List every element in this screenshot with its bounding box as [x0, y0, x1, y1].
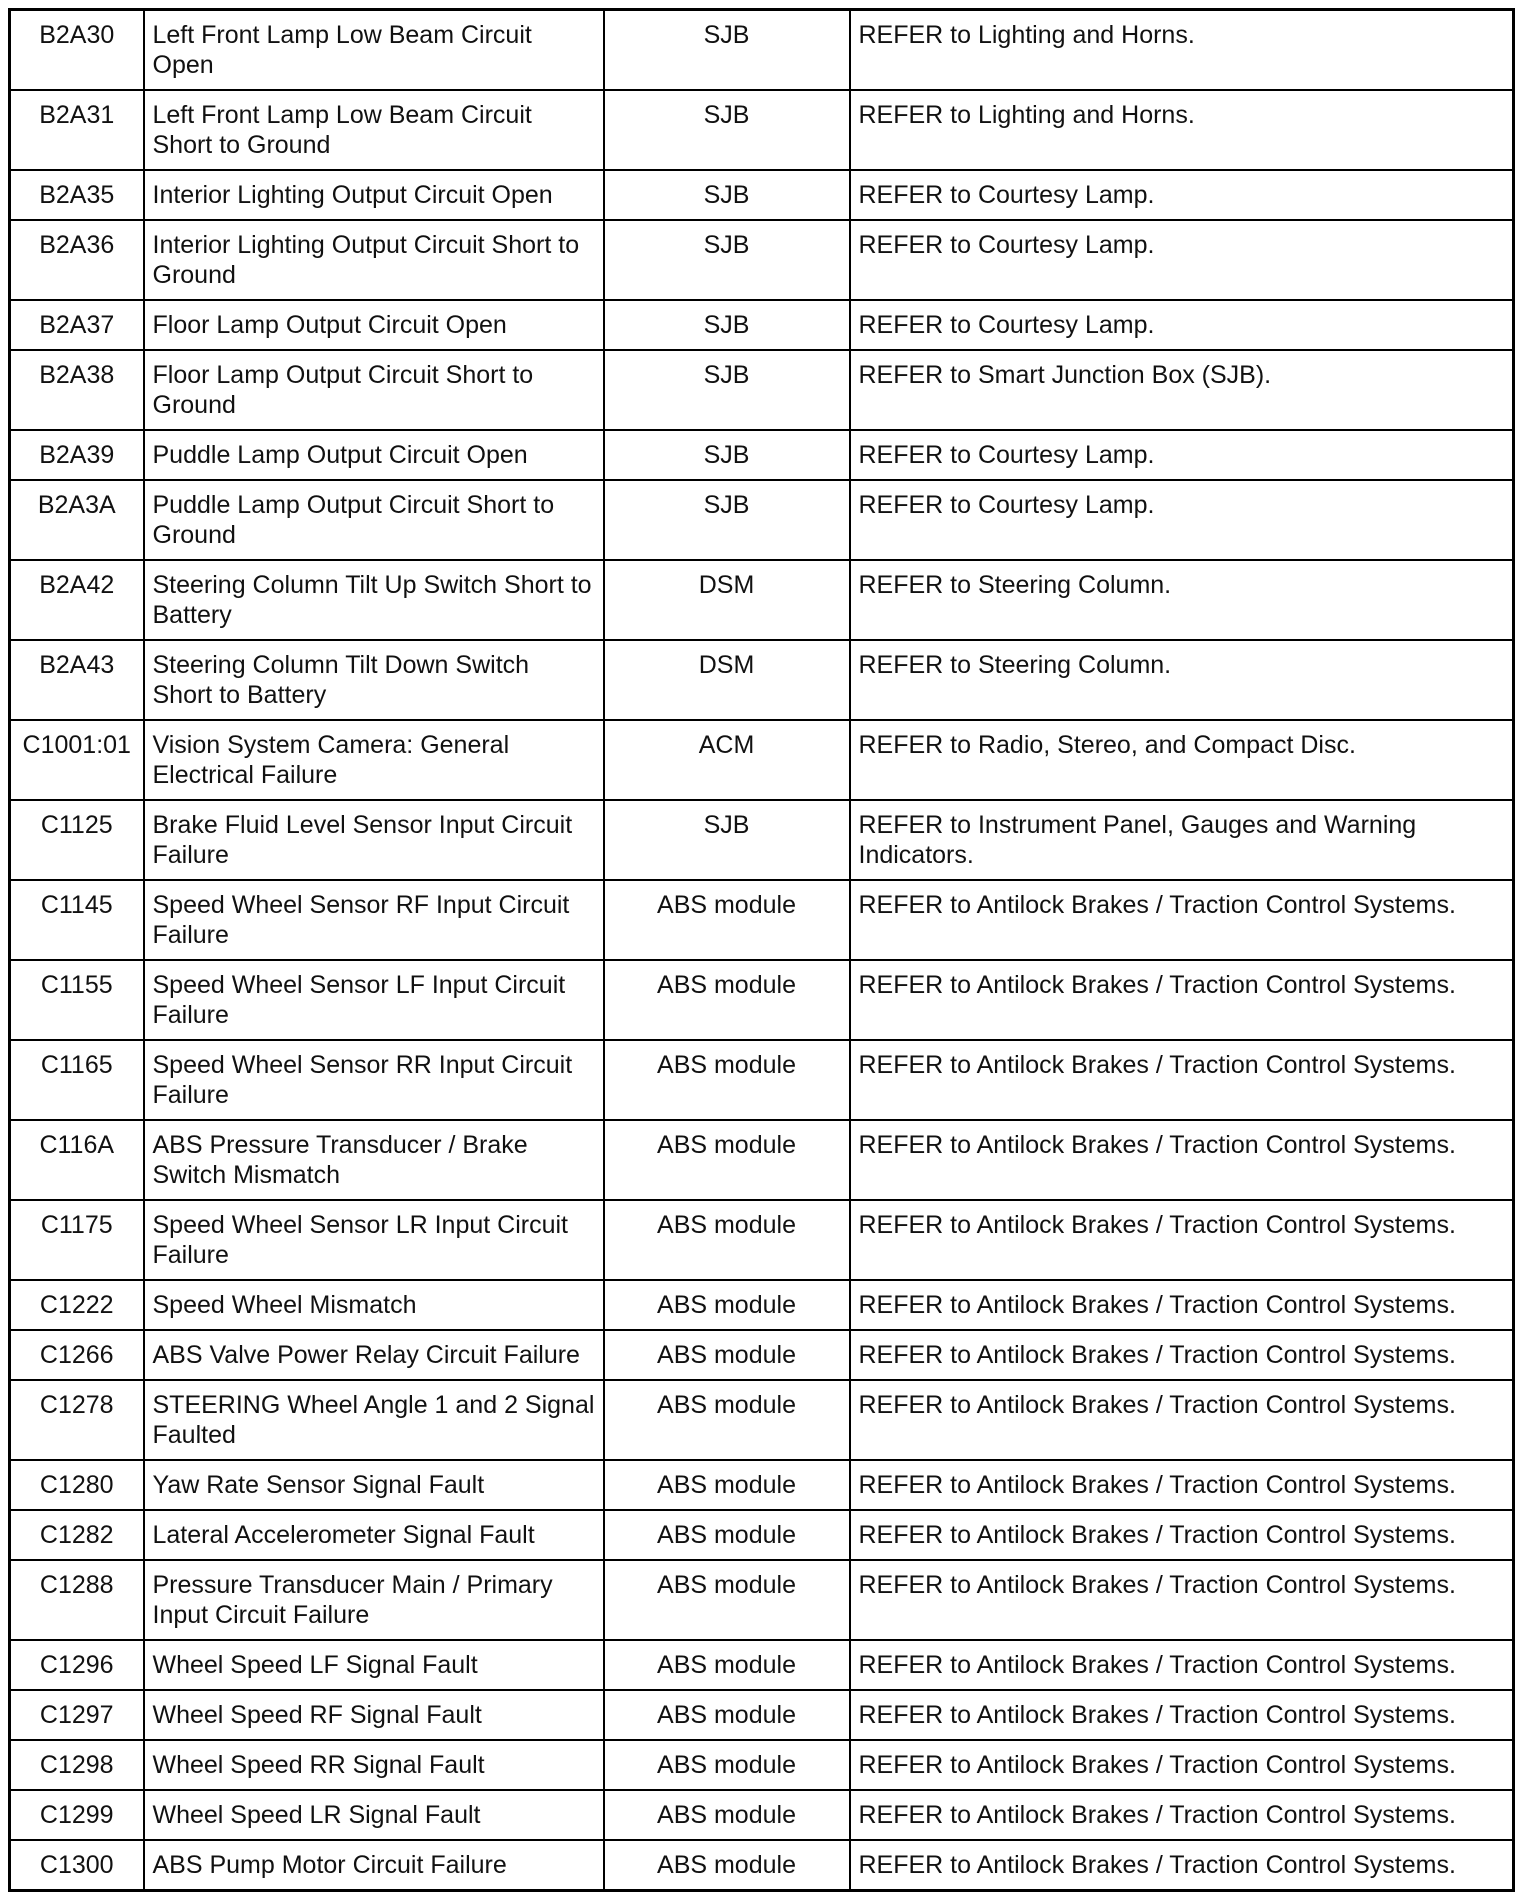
dtc-action-cell: REFER to Antilock Brakes / Traction Control Systems.: [850, 1280, 1514, 1330]
table-row: [10, 880, 1514, 960]
dtc-module-cell: SJB: [604, 90, 850, 170]
dtc-code-cell: C1125: [10, 800, 144, 880]
dtc-module-cell: ACM: [604, 720, 850, 800]
dtc-module-cell: ABS module: [604, 1120, 850, 1200]
dtc-code-cell: B2A42: [10, 560, 144, 640]
dtc-action-cell: REFER to Antilock Brakes / Traction Control Systems.: [850, 1740, 1514, 1790]
dtc-description-cell: Speed Wheel Sensor RF Input Circuit Failure: [144, 880, 604, 960]
dtc-code-cell: C1297: [10, 1690, 144, 1740]
table-row: [10, 1380, 1514, 1460]
table-row: [10, 1840, 1514, 1891]
dtc-description-cell: ABS Pump Motor Circuit Failure: [144, 1840, 604, 1891]
table-row: [10, 350, 1514, 430]
dtc-module-cell: ABS module: [604, 1560, 850, 1640]
table-row: [10, 640, 1514, 720]
dtc-action-cell: REFER to Courtesy Lamp.: [850, 220, 1514, 300]
dtc-code-cell: B2A43: [10, 640, 144, 720]
dtc-code-cell: C1298: [10, 1740, 144, 1790]
dtc-action-cell: REFER to Antilock Brakes / Traction Control Systems.: [850, 1040, 1514, 1120]
dtc-table: [8, 8, 1515, 1892]
dtc-module-cell: DSM: [604, 640, 850, 720]
dtc-code-cell: C1165: [10, 1040, 144, 1120]
dtc-action-cell: REFER to Smart Junction Box (SJB).: [850, 350, 1514, 430]
dtc-module-cell: ABS module: [604, 1640, 850, 1690]
dtc-action-cell: REFER to Steering Column.: [850, 640, 1514, 720]
dtc-description-cell: Lateral Accelerometer Signal Fault: [144, 1510, 604, 1560]
dtc-code-cell: C1155: [10, 960, 144, 1040]
dtc-action-cell: REFER to Antilock Brakes / Traction Control Systems.: [850, 960, 1514, 1040]
dtc-code-cell: C1280: [10, 1460, 144, 1510]
dtc-code-cell: C1266: [10, 1330, 144, 1380]
dtc-module-cell: DSM: [604, 560, 850, 640]
dtc-module-cell: ABS module: [604, 1690, 850, 1740]
dtc-action-cell: REFER to Antilock Brakes / Traction Control Systems.: [850, 1380, 1514, 1460]
dtc-code-cell: C1282: [10, 1510, 144, 1560]
dtc-description-cell: Interior Lighting Output Circuit Open: [144, 170, 604, 220]
dtc-module-cell: SJB: [604, 220, 850, 300]
dtc-description-cell: Pressure Transducer Main / Primary Input Circuit Failure: [144, 1560, 604, 1640]
dtc-code-cell: C1299: [10, 1790, 144, 1840]
table-row: [10, 560, 1514, 640]
table-row: [10, 1560, 1514, 1640]
dtc-action-cell: REFER to Courtesy Lamp.: [850, 170, 1514, 220]
dtc-code-cell: B2A36: [10, 220, 144, 300]
table-row: [10, 480, 1514, 560]
dtc-description-cell: Wheel Speed LF Signal Fault: [144, 1640, 604, 1690]
dtc-action-cell: REFER to Lighting and Horns.: [850, 10, 1514, 91]
dtc-module-cell: ABS module: [604, 1510, 850, 1560]
dtc-module-cell: ABS module: [604, 1200, 850, 1280]
dtc-description-cell: Speed Wheel Mismatch: [144, 1280, 604, 1330]
table-row: [10, 1200, 1514, 1280]
dtc-action-cell: REFER to Courtesy Lamp.: [850, 300, 1514, 350]
dtc-module-cell: ABS module: [604, 960, 850, 1040]
dtc-module-cell: SJB: [604, 480, 850, 560]
table-row: [10, 1040, 1514, 1120]
table-row: [10, 1640, 1514, 1690]
dtc-code-cell: B2A37: [10, 300, 144, 350]
table-row: [10, 960, 1514, 1040]
dtc-table-body: [10, 10, 1514, 1891]
dtc-module-cell: SJB: [604, 430, 850, 480]
dtc-description-cell: Speed Wheel Sensor RR Input Circuit Failure: [144, 1040, 604, 1120]
dtc-description-cell: Floor Lamp Output Circuit Open: [144, 300, 604, 350]
dtc-code-cell: C1145: [10, 880, 144, 960]
dtc-code-cell: B2A3A: [10, 480, 144, 560]
dtc-action-cell: REFER to Lighting and Horns.: [850, 90, 1514, 170]
dtc-description-cell: Speed Wheel Sensor LF Input Circuit Failure: [144, 960, 604, 1040]
dtc-description-cell: Wheel Speed RF Signal Fault: [144, 1690, 604, 1740]
dtc-action-cell: REFER to Antilock Brakes / Traction Control Systems.: [850, 1200, 1514, 1280]
dtc-action-cell: REFER to Antilock Brakes / Traction Control Systems.: [850, 1690, 1514, 1740]
dtc-module-cell: ABS module: [604, 1840, 850, 1891]
dtc-code-cell: B2A30: [10, 10, 144, 91]
dtc-action-cell: REFER to Antilock Brakes / Traction Control Systems.: [850, 1330, 1514, 1380]
dtc-description-cell: Yaw Rate Sensor Signal Fault: [144, 1460, 604, 1510]
table-row: [10, 1690, 1514, 1740]
dtc-description-cell: Interior Lighting Output Circuit Short to Ground: [144, 220, 604, 300]
dtc-action-cell: REFER to Antilock Brakes / Traction Control Systems.: [850, 1640, 1514, 1690]
dtc-code-cell: B2A38: [10, 350, 144, 430]
dtc-module-cell: ABS module: [604, 1280, 850, 1330]
dtc-action-cell: REFER to Courtesy Lamp.: [850, 430, 1514, 480]
dtc-module-cell: ABS module: [604, 880, 850, 960]
table-row: [10, 90, 1514, 170]
table-row: [10, 220, 1514, 300]
table-row: [10, 1460, 1514, 1510]
dtc-action-cell: REFER to Instrument Panel, Gauges and Warning Indicators.: [850, 800, 1514, 880]
table-row: [10, 1120, 1514, 1200]
dtc-description-cell: Left Front Lamp Low Beam Circuit Open: [144, 10, 604, 91]
dtc-code-cell: C1296: [10, 1640, 144, 1690]
dtc-description-cell: Steering Column Tilt Up Switch Short to Battery: [144, 560, 604, 640]
dtc-module-cell: SJB: [604, 350, 850, 430]
dtc-module-cell: ABS module: [604, 1790, 850, 1840]
dtc-module-cell: ABS module: [604, 1380, 850, 1460]
dtc-code-cell: C1001:01: [10, 720, 144, 800]
dtc-action-cell: REFER to Antilock Brakes / Traction Control Systems.: [850, 1790, 1514, 1840]
dtc-action-cell: REFER to Antilock Brakes / Traction Control Systems.: [850, 1460, 1514, 1510]
table-row: [10, 1280, 1514, 1330]
table-row: [10, 800, 1514, 880]
dtc-action-cell: REFER to Courtesy Lamp.: [850, 480, 1514, 560]
dtc-code-cell: C1300: [10, 1840, 144, 1891]
dtc-description-cell: Brake Fluid Level Sensor Input Circuit Failure: [144, 800, 604, 880]
table-row: [10, 1510, 1514, 1560]
dtc-description-cell: Floor Lamp Output Circuit Short to Ground: [144, 350, 604, 430]
dtc-module-cell: SJB: [604, 800, 850, 880]
dtc-code-cell: B2A31: [10, 90, 144, 170]
dtc-code-cell: C1278: [10, 1380, 144, 1460]
dtc-description-cell: Wheel Speed LR Signal Fault: [144, 1790, 604, 1840]
dtc-action-cell: REFER to Radio, Stereo, and Compact Disc.: [850, 720, 1514, 800]
dtc-description-cell: Vision System Camera: General Electrical Failure: [144, 720, 604, 800]
table-row: [10, 1740, 1514, 1790]
dtc-description-cell: STEERING Wheel Angle 1 and 2 Signal Faulted: [144, 1380, 604, 1460]
dtc-action-cell: REFER to Antilock Brakes / Traction Control Systems.: [850, 880, 1514, 960]
table-row: [10, 300, 1514, 350]
dtc-code-cell: C1175: [10, 1200, 144, 1280]
dtc-action-cell: REFER to Antilock Brakes / Traction Control Systems.: [850, 1840, 1514, 1891]
dtc-code-cell: C116A: [10, 1120, 144, 1200]
dtc-description-cell: ABS Valve Power Relay Circuit Failure: [144, 1330, 604, 1380]
dtc-action-cell: REFER to Antilock Brakes / Traction Control Systems.: [850, 1120, 1514, 1200]
table-row: [10, 1790, 1514, 1840]
dtc-description-cell: Wheel Speed RR Signal Fault: [144, 1740, 604, 1790]
dtc-description-cell: Left Front Lamp Low Beam Circuit Short to Ground: [144, 90, 604, 170]
dtc-code-cell: B2A35: [10, 170, 144, 220]
dtc-module-cell: ABS module: [604, 1040, 850, 1120]
dtc-description-cell: Speed Wheel Sensor LR Input Circuit Failure: [144, 1200, 604, 1280]
dtc-module-cell: ABS module: [604, 1460, 850, 1510]
dtc-description-cell: ABS Pressure Transducer / Brake Switch Mismatch: [144, 1120, 604, 1200]
dtc-description-cell: Puddle Lamp Output Circuit Short to Ground: [144, 480, 604, 560]
dtc-action-cell: REFER to Antilock Brakes / Traction Control Systems.: [850, 1510, 1514, 1560]
table-row: [10, 170, 1514, 220]
dtc-module-cell: ABS module: [604, 1330, 850, 1380]
table-row: [10, 430, 1514, 480]
dtc-description-cell: Puddle Lamp Output Circuit Open: [144, 430, 604, 480]
dtc-code-cell: C1222: [10, 1280, 144, 1330]
dtc-code-cell: C1288: [10, 1560, 144, 1640]
dtc-code-cell: B2A39: [10, 430, 144, 480]
dtc-description-cell: Steering Column Tilt Down Switch Short to Battery: [144, 640, 604, 720]
dtc-module-cell: ABS module: [604, 1740, 850, 1790]
table-row: [10, 10, 1514, 91]
dtc-action-cell: REFER to Steering Column.: [850, 560, 1514, 640]
table-row: [10, 1330, 1514, 1380]
dtc-module-cell: SJB: [604, 10, 850, 91]
dtc-module-cell: SJB: [604, 300, 850, 350]
dtc-module-cell: SJB: [604, 170, 850, 220]
dtc-action-cell: REFER to Antilock Brakes / Traction Control Systems.: [850, 1560, 1514, 1640]
table-row: [10, 720, 1514, 800]
